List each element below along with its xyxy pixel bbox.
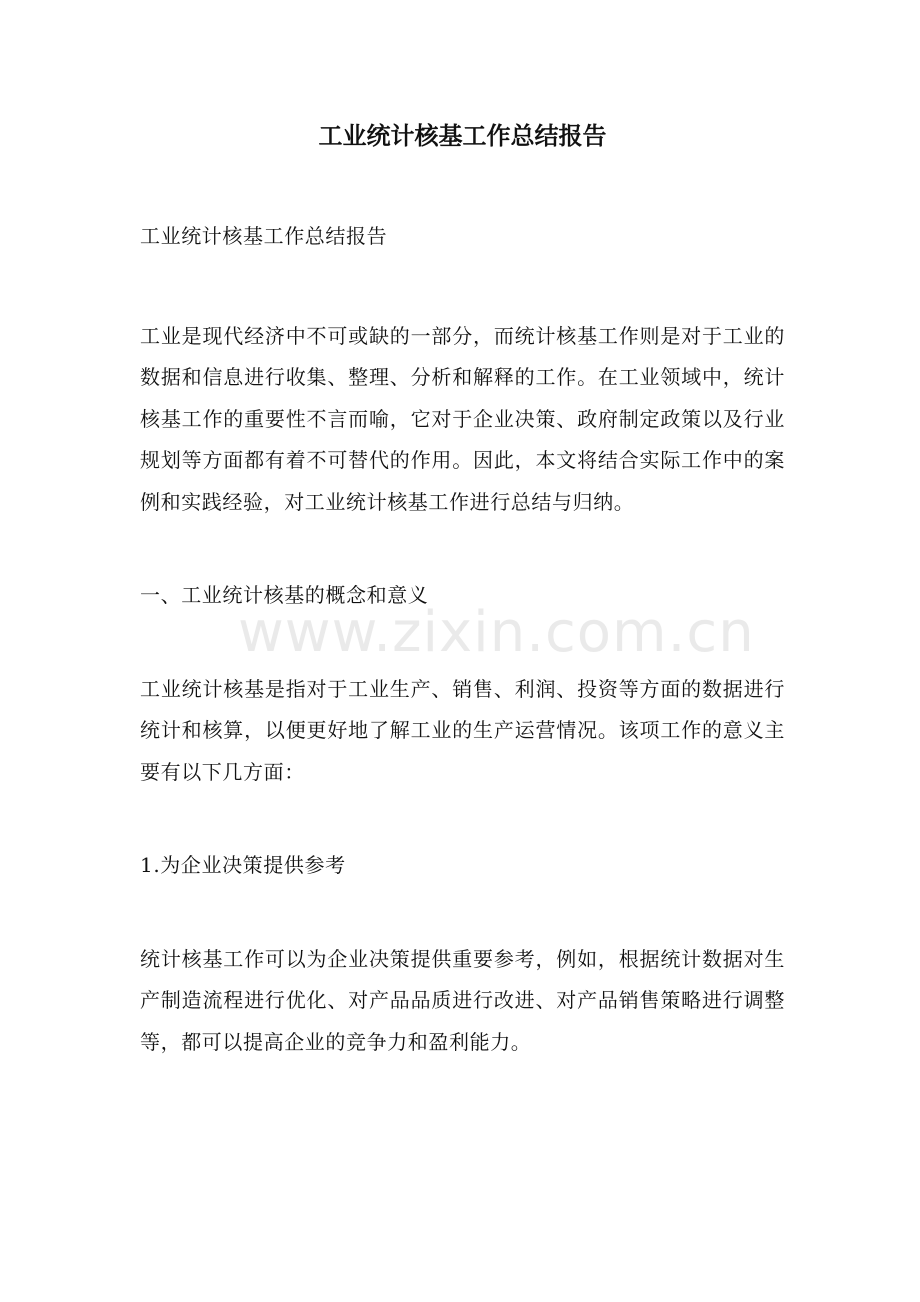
section-paragraph: 工业统计核基是指对于工业生产、销售、利润、投资等方面的数据进行统计和核算，以便更好地了解工业的生产运营情况。该项工作的意义主要有以下几方面： (140, 676, 785, 784)
watermark: www.zixin.com.cn (238, 600, 755, 665)
document-subtitle: 工业统计核基工作总结报告 (140, 224, 388, 248)
point-paragraph: 统计核基工作可以为企业决策提供重要参考，例如，根据统计数据对生产制造流程进行优化、对产品品质进行改进、对产品销售策略进行调整等，都可以提高企业的竞争力和盈利能力。 (140, 946, 785, 1054)
section-heading: 一、工业统计核基的概念和意义 (140, 583, 429, 607)
point-heading: 1.为企业决策提供参考 (140, 853, 346, 877)
document-title: 工业统计核基工作总结报告 (318, 121, 607, 150)
document-body (140, 118, 785, 1063)
intro-paragraph: 工业是现代经济中不可或缺的一部分，而统计核基工作则是对于工业的数据和信息进行收集、整理、分析和解释的工作。在工业领域中，统计核基工作的重要性不言而喻，它对于企业决策、政府制定政策以及行业规划等方面都有着不可替代的作用。因此，本文将结合实际工作中的案例和实践经验，对工业统计核基工作进行总结与归纳。 (140, 323, 785, 514)
